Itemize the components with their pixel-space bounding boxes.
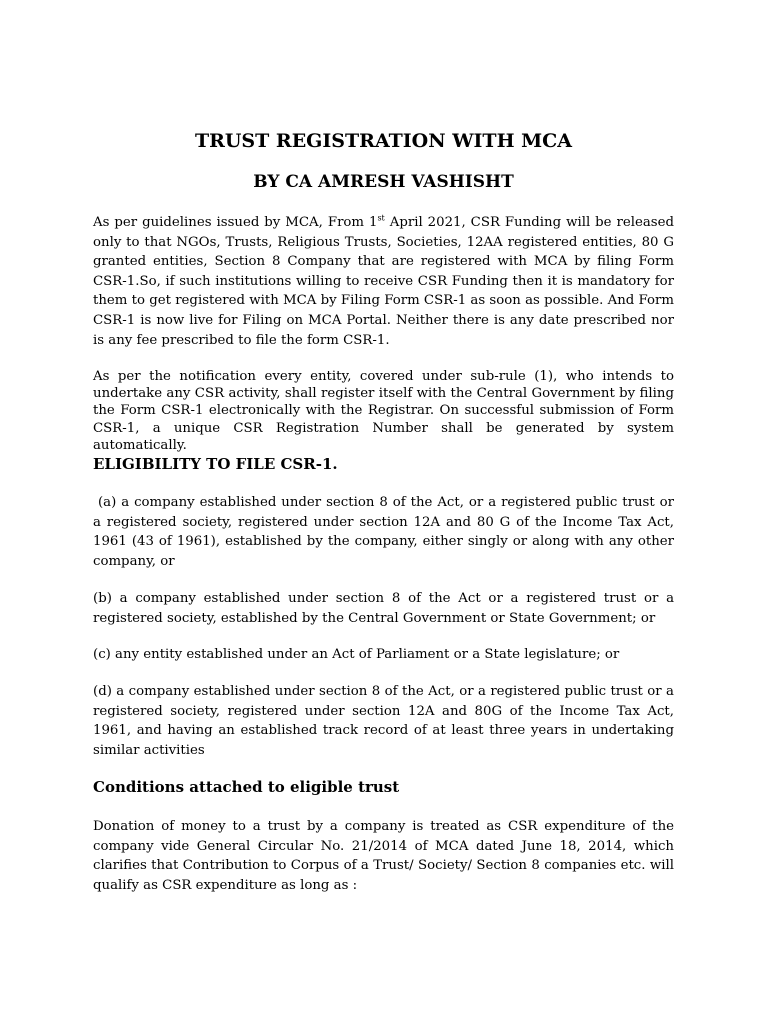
intro-paragraph xyxy=(93,213,674,350)
notification-paragraph: As per the notification every entity, covered under sub-rule (1), who intends to undertake any CSR activity, shall register itself with the Central Government by filing the Form CSR-1 electronically with the Registrar. On successful submission of Form CSR-1, a unique CSR Registration Number shall be generated by system automatically. xyxy=(93,369,674,453)
intro-superscript: st xyxy=(377,213,385,223)
eligibility-item-d: (d) a company established under section 8 of the Act, or a registered public trust or a registered society, registered under section 12A and 80G of the Income Tax Act, 1961, and having an established track record of at least three years in undertaking similar activities xyxy=(93,684,674,758)
conditions-heading: Conditions attached to eligible trust xyxy=(93,778,400,796)
conditions-paragraph: Donation of money to a trust by a company is treated as CSR expenditure of the company vide General Circular No. 21/2014 of MCA dated June 18, 2014, which clarifies that Contribution to Corpus of a Trust/ Society/ Section 8 companies etc. will qualify as CSR expenditure as long as : xyxy=(93,819,674,893)
intro-text-rest: April 2021, CSR Funding will be released only to that NGOs, Trusts, Religious Trusts, Societies, 12AA registered entities, 80 G granted entities, Section 8 Company that are registered with MCA by filing Form CSR-1.So, if such institutions willing to receive CSR Funding then it is mandatory for them to get registered with MCA by Filing Form CSR-1 as soon as possible. And Form CSR-1 is now live for Filing on MCA Portal. Neither there is any date prescribed nor is any fee prescribed to file the form CSR-1. xyxy=(93,215,674,348)
document-author: BY CA AMRESH VASHISHT xyxy=(253,172,514,192)
intro-text-start: As per guidelines issued by MCA, From 1 xyxy=(93,215,378,230)
eligibility-item-b: (b) a company established under section 8 of the Act or a registered trust or a registered society, established by the Central Government or State Government; or xyxy=(93,591,674,626)
eligibility-item-a: (a) a company established under section 8 of the Act, or a registered public trust or a registered society, registered under section 12A and 80 G of the Income Tax Act, 1961 (43 of 1961), established by the company, either singly or along with any other company, or xyxy=(93,495,679,569)
eligibility-heading: ELIGIBILITY TO FILE CSR-1. xyxy=(93,455,338,473)
document-title: TRUST REGISTRATION WITH MCA xyxy=(194,130,573,152)
eligibility-item-c: (c) any entity established under an Act of Parliament or a State legislature; or xyxy=(93,647,620,662)
